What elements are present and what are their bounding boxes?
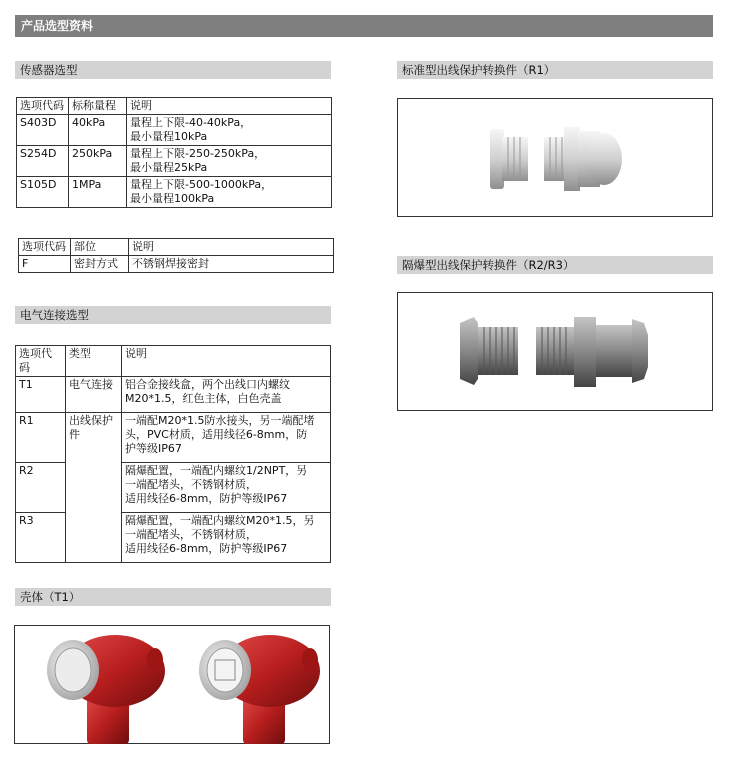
electrical-header-code: 选项代码 (16, 346, 66, 377)
sensor-desc: 量程上下限-500-1000kPa， 最小量程100kPa (127, 177, 332, 208)
page-banner: 产品选型资料 (15, 15, 713, 37)
sensor-range: 40kPa (69, 115, 127, 146)
sensor-range: 250kPa (69, 146, 127, 177)
electrical-section-title: 电气连接选型 (15, 306, 331, 324)
electrical-desc: 一端配M20*1.5防水接头，另一端配堵 头，PVC材质，适用线径6-8mm，防 护等级IP67 (122, 413, 331, 463)
electrical-header-desc: 说明 (122, 346, 331, 377)
housing-left-graphic (47, 635, 165, 744)
table-row (16, 413, 331, 463)
electrical-type: 电气连接 (66, 377, 122, 413)
r1-plug-graphic (490, 129, 528, 189)
electrical-desc: 隔爆配置，一端配内螺纹M20*1.5，另 一端配堵头，不锈钢材质， 适用线径6-8mm，防护等级IP67 (122, 513, 331, 563)
electrical-type: 出线保护件 (66, 413, 122, 563)
seal-desc: 不锈钢焊接密封 (129, 256, 334, 273)
seal-part: 密封方式 (71, 256, 129, 273)
r2r3-section-title: 隔爆型出线保护转换件（R2/R3） (397, 256, 713, 274)
electrical-code: T1 (16, 377, 66, 413)
r2r3-plug-graphic (460, 317, 518, 385)
sensor-desc: 量程上下限-40-40kPa， 最小量程10kPa (127, 115, 332, 146)
electrical-header-type: 类型 (66, 346, 122, 377)
electrical-code: R2 (16, 463, 66, 513)
electrical-desc: 隔爆配置，一端配内螺纹1/2NPT，另 一端配堵头，不锈钢材质， 适用线径6-8mm，防护等级IP67 (122, 463, 331, 513)
r1-gland-graphic (544, 127, 622, 191)
r2r3-image (397, 292, 713, 411)
seal-header-code: 选项代码 (19, 239, 71, 256)
seal-table (18, 238, 334, 273)
sensor-header-range: 标称量程 (69, 98, 127, 115)
r1-section-title: 标准型出线保护转换件（R1） (397, 61, 713, 79)
r2r3-gland-graphic (536, 317, 648, 387)
seal-header-desc: 说明 (129, 239, 334, 256)
sensor-header-code: 选项代码 (17, 98, 69, 115)
table-row (16, 377, 331, 413)
sensor-code: S105D (17, 177, 69, 208)
sensor-code: S403D (17, 115, 69, 146)
table-row (17, 177, 332, 208)
table-row (16, 513, 331, 563)
housing-right-graphic (199, 635, 320, 744)
housing-section-title: 壳体（T1） (15, 588, 331, 606)
electrical-code: R3 (16, 513, 66, 563)
sensor-table (16, 97, 332, 208)
electrical-desc: 铝合金接线盒，两个出线口内螺纹 M20*1.5，红色主体，白色壳盖 (122, 377, 331, 413)
seal-header-part: 部位 (71, 239, 129, 256)
table-row (16, 463, 331, 513)
r1-image (397, 98, 713, 217)
sensor-desc: 量程上下限-250-250kPa， 最小量程25kPa (127, 146, 332, 177)
table-row (17, 115, 332, 146)
electrical-code: R1 (16, 413, 66, 463)
seal-code: F (19, 256, 71, 273)
sensor-header-desc: 说明 (127, 98, 332, 115)
housing-image (14, 625, 330, 744)
sensor-range: 1MPa (69, 177, 127, 208)
table-row (19, 256, 334, 273)
sensor-section-title: 传感器选型 (15, 61, 331, 79)
electrical-table (15, 345, 331, 563)
table-row (17, 146, 332, 177)
sensor-code: S254D (17, 146, 69, 177)
